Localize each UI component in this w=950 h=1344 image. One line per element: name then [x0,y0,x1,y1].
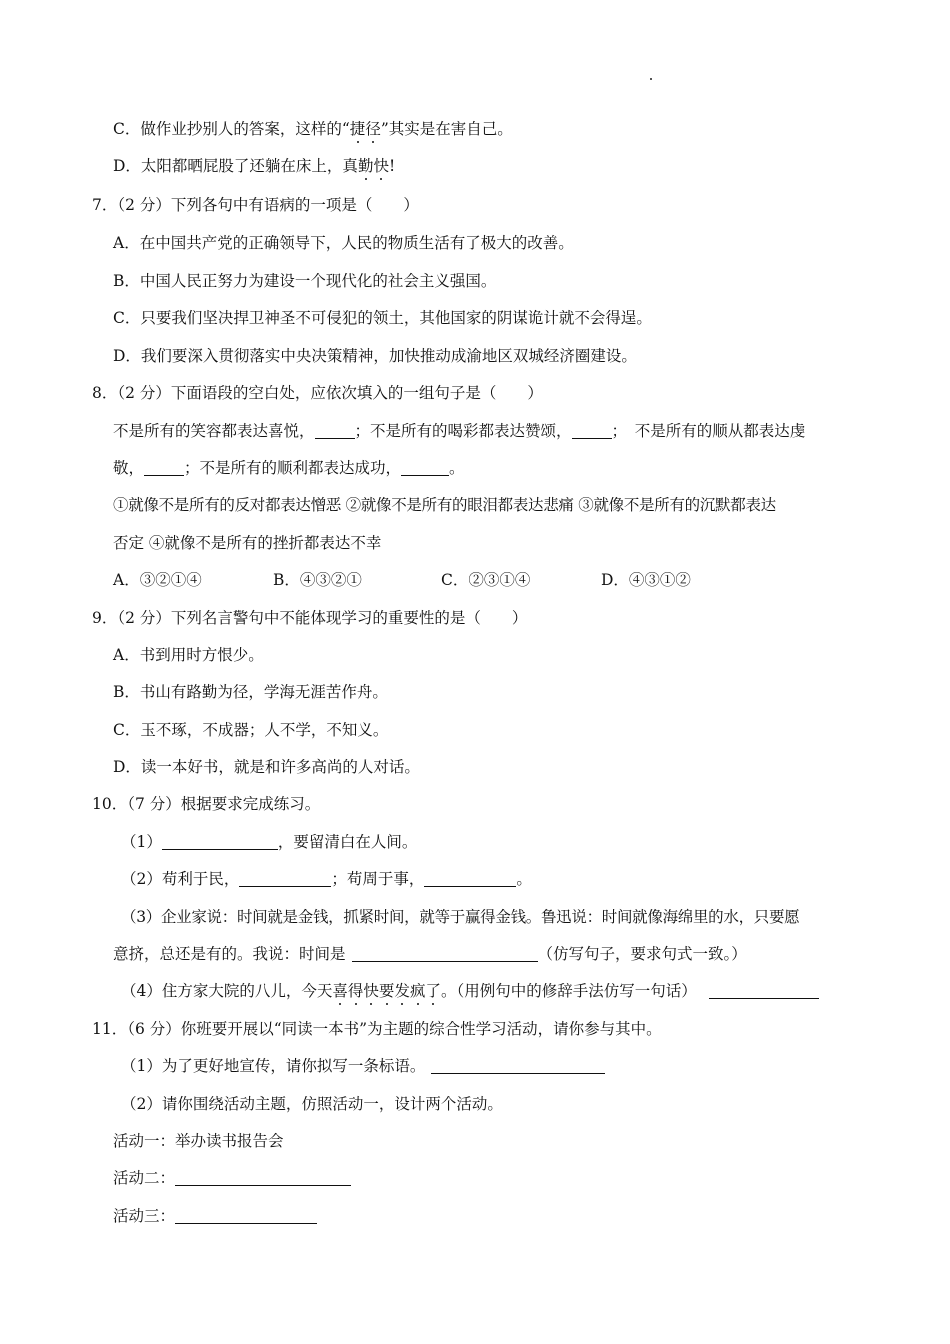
text: ，要留清白在人间。 [277,833,418,851]
blank [401,459,449,476]
q10-part3-line2 [113,944,747,964]
q8-stem: 8．（2 分）下面语段的空白处，应依次填入的一组句子是（ ） [92,384,543,402]
text: D．太阳都晒屁股了还躺在床上，真 [113,157,358,175]
blank [572,422,612,439]
text: 意挤，总还是有的。我说：时间是 [113,945,346,963]
text: 活动二： [113,1169,176,1187]
blank [709,982,819,999]
blank [175,1207,317,1224]
q10-part2 [121,869,532,889]
blank [162,833,278,850]
q9-option-a: A．书到用时方恨少。 [113,646,264,664]
emphasis-char: 发 [394,982,410,1000]
q10-part3-line1: （3）企业家说：时间就是金钱，抓紧时间，就等于赢得金钱。鲁迅说：时间就像海绵里的水，只要愿 [121,908,800,926]
q11-activity1: 活动一：举办读书报告会 [113,1132,284,1150]
text: ! [388,157,396,175]
text: ；不是所有的喝彩都表达赞颂， [354,422,572,440]
emphasis-char: 要 [378,982,395,1000]
q11-activity2 [113,1168,351,1188]
text: ；苟周于事， [331,870,425,888]
text: 不是所有的笑容都表达喜悦， [113,422,315,440]
emphasis-char: 快 [373,157,389,175]
emphasis-char: 了 [425,982,441,1000]
q7-option-d: D．我们要深入贯彻落实中央决策精神，加快推动成渝地区双城经济圈建设。 [113,347,637,365]
blank [352,945,538,962]
text: 。 [516,870,532,888]
text: 活动三： [113,1207,176,1225]
emphasis-char: 得 [347,982,364,1000]
text: 。（用例句中的修辞手法仿写一句话） [440,982,697,1000]
blank [175,1169,351,1186]
blank [424,870,516,887]
text: C．做作业抄别人的答案，这样的“ [113,120,350,138]
text: ； 不是所有的顺从都表达虔 [611,422,806,440]
q11-stem: 11．（6 分）你班要开展以“同读一本书”为主题的综合性学习活动，请你参与其中。 [92,1020,662,1038]
q8-sentences-line2: 否定 ④就像不是所有的挫折都表达不幸 [113,534,382,552]
blank [239,870,331,887]
text: 。 [449,459,465,477]
q9-option-d: D．读一本好书，就是和许多高尚的人对话。 [113,758,420,776]
q11-activity3 [113,1206,317,1226]
blank [144,459,184,476]
text: ；不是所有的顺利都表达成功， [184,459,402,477]
q10-part1 [121,832,417,852]
q8-option-d: D．④③①② [601,571,691,589]
text: （1）为了更好地宣传，请你拟写一条标语。 [121,1057,426,1075]
emphasis-char: 径 [365,120,381,138]
text: （2）苟利于民， [121,870,240,888]
text: （仿写句子，要求句式一致。） [537,945,747,963]
stray-dot [650,78,652,80]
emphasis-char: 喜 [332,982,348,1000]
q8-option-a: A．③②①④ [113,571,202,589]
q6-option-d [113,156,395,176]
q8-passage-line1 [113,421,805,441]
q6-option-c [113,119,513,139]
q9-option-b: B．书山有路勤为径，学海无涯苦作舟。 [113,683,388,701]
blank [315,422,355,439]
text: 敬， [113,459,145,477]
emphasis-char: 疯 [409,982,426,1000]
q8-option-b: B．④③②① [273,571,362,589]
q9-option-c: C．玉不琢，不成器；人不学，不知义。 [113,721,389,739]
q8-option-c: C．②③①④ [441,571,531,589]
q11-part1 [121,1056,605,1076]
emphasis-char: 快 [363,982,379,1000]
q8-passage-line2 [113,458,465,478]
q9-stem: 9．（2 分）下列名言警句中不能体现学习的重要性的是（ ） [92,609,528,627]
text: （4）住方家大院的八儿，今天 [121,982,333,1000]
q11-part2: （2）请你围绕活动主题，仿照活动一，设计两个活动。 [121,1095,503,1113]
blank [431,1057,605,1074]
emphasis-char: 勤 [357,157,374,175]
text: ”其实是在害自己。 [380,120,513,138]
q8-options [113,570,691,590]
text: （1） [121,833,162,851]
q7-option-b: B．中国人民正努力为建设一个现代化的社会主义强国。 [113,272,497,290]
q8-sentences-line1: ①就像不是所有的反对都表达憎恶 ②就像不是所有的眼泪都表达悲痛 ③就像不是所有的沉默都表达 [113,496,776,514]
q10-part4 [121,981,819,1001]
q7-option-c: C．只要我们坚决捍卫神圣不可侵犯的领土，其他国家的阴谋诡计就不会得逞。 [113,309,652,327]
q7-option-a: A．在中国共产党的正确领导下，人民的物质生活有了极大的改善。 [113,234,574,252]
emphasis-char: 捷 [349,120,366,138]
q7-stem: 7．（2 分）下列各句中有语病的一项是（ ） [92,196,419,214]
q10-stem: 10．（7 分）根据要求完成练习。 [92,795,321,813]
